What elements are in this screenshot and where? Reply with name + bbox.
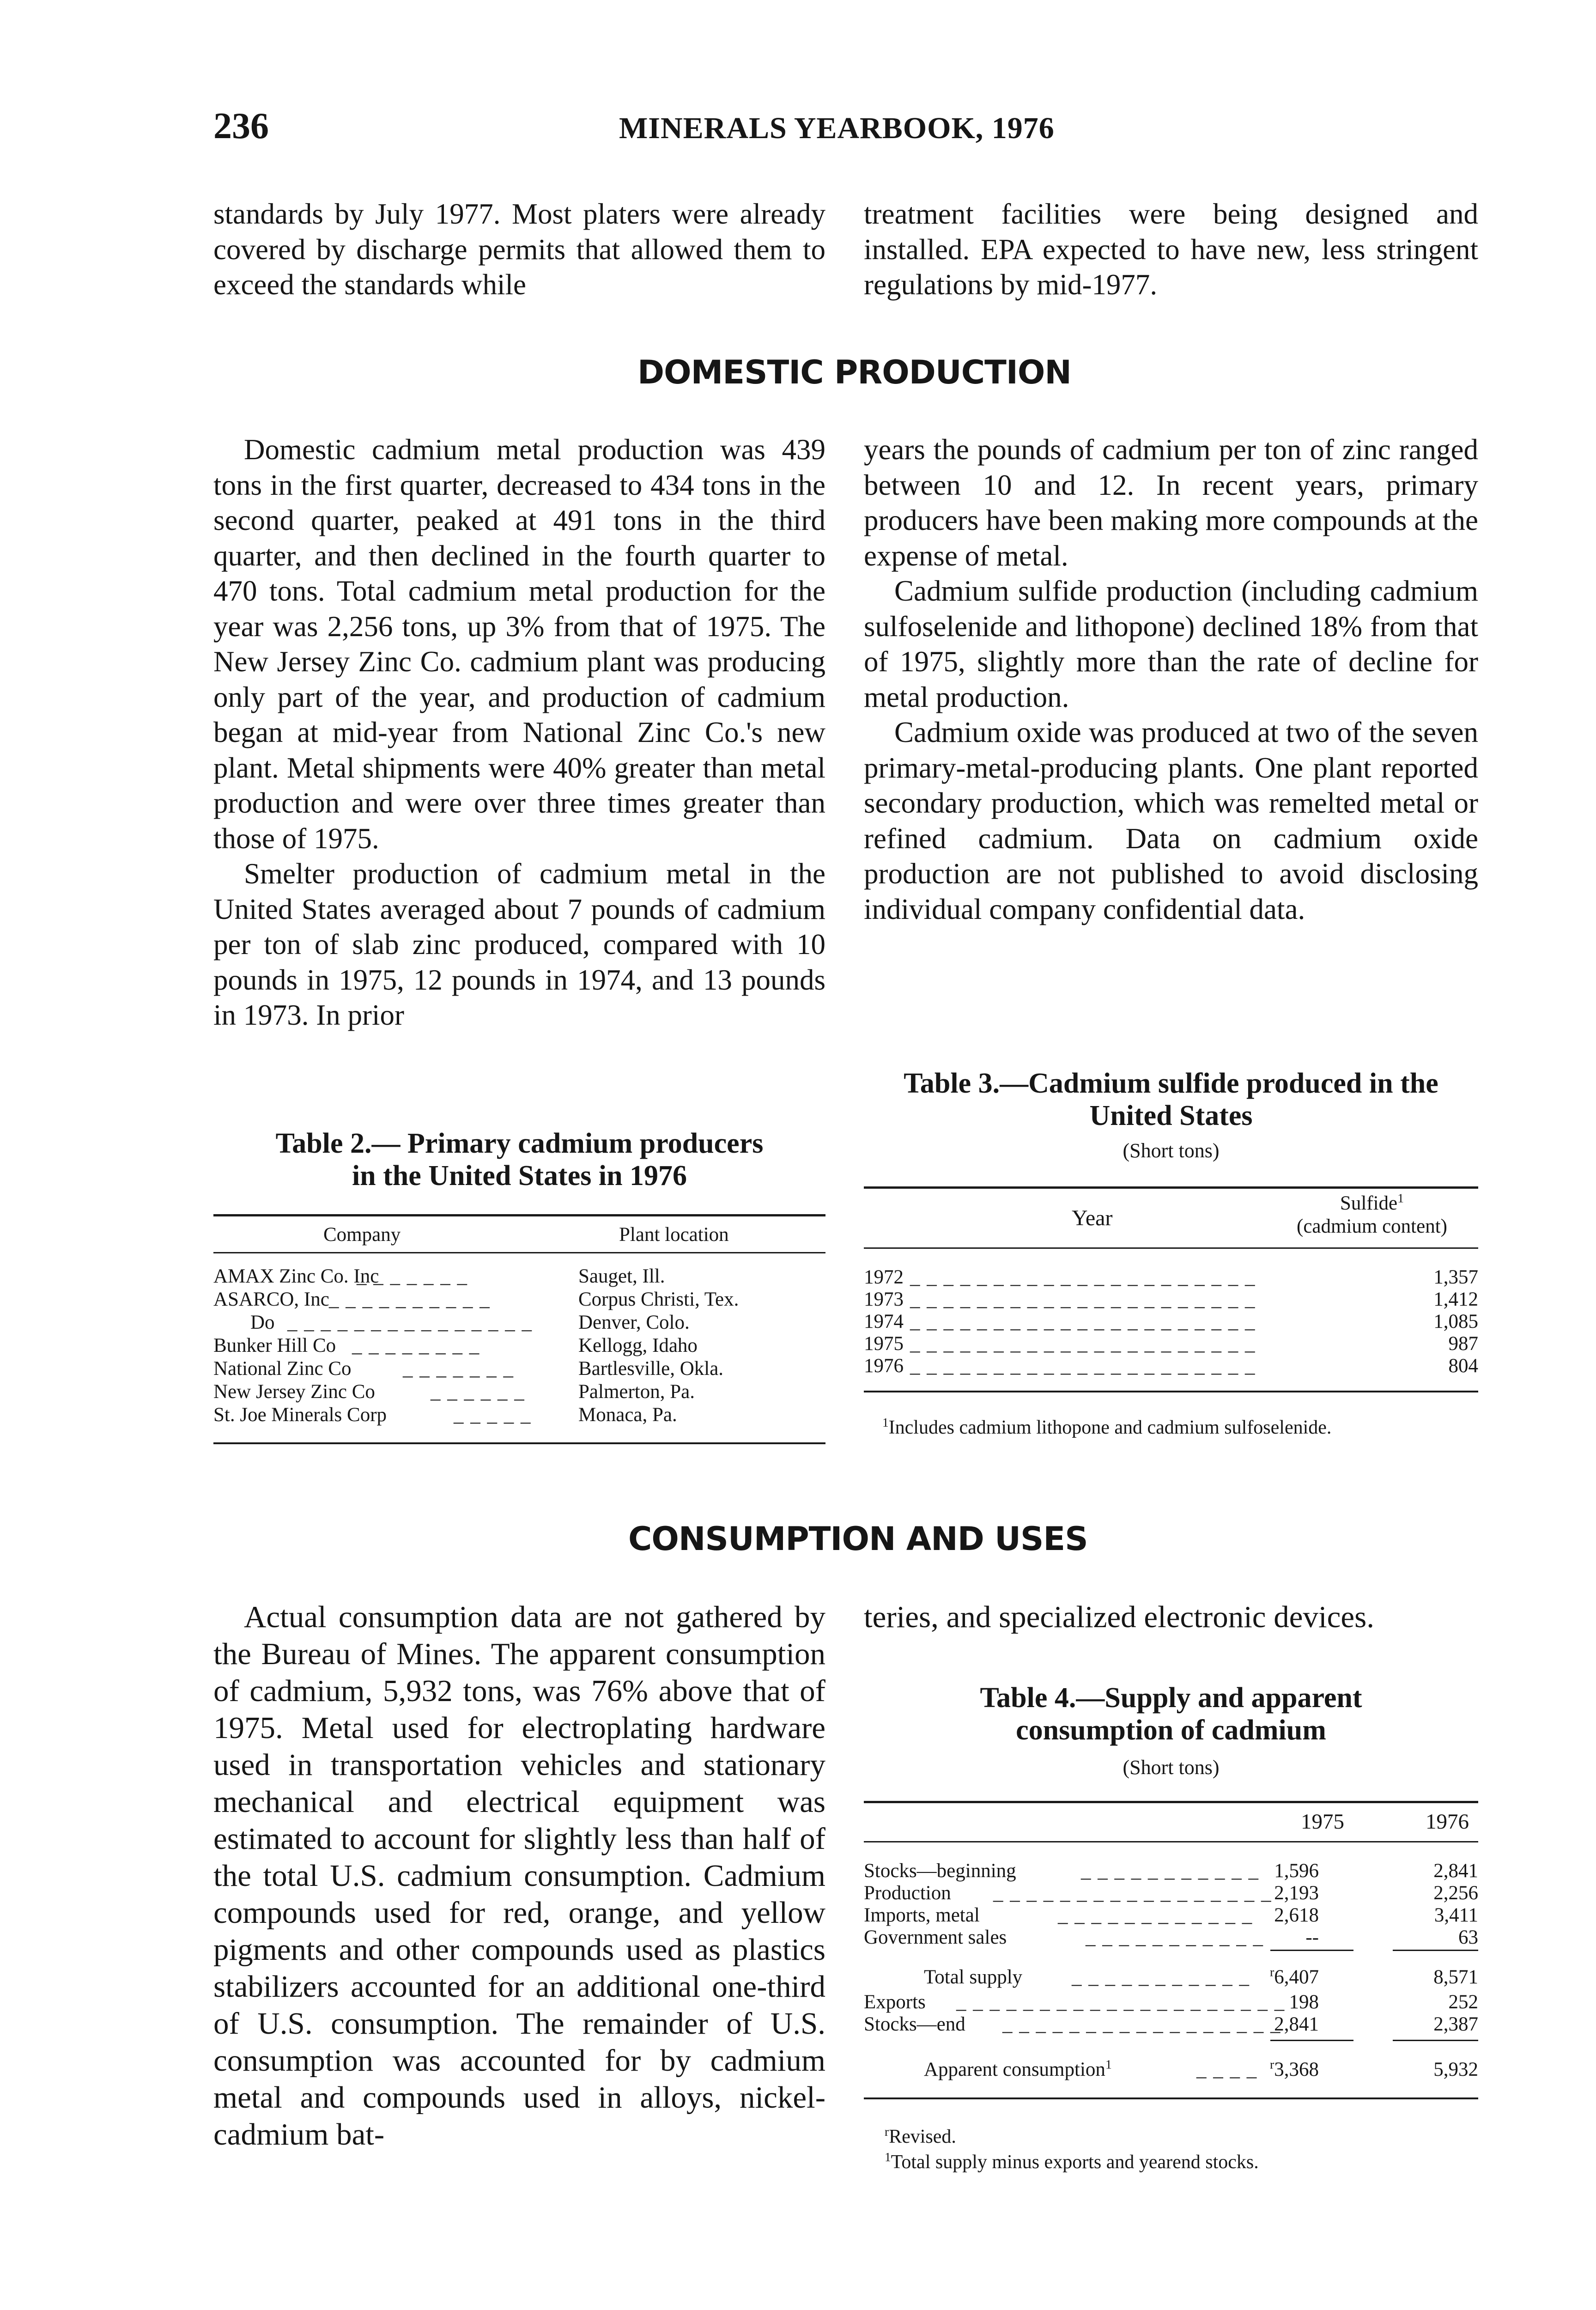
- table4-header-1975: 1975: [1301, 1810, 1344, 1834]
- consumption-left-paragraph: Actual consumption data are not gathered by the Bureau of Mines. The apparent consumption of cadmium, 5,932 tons, was 76% above that of 1975. Metal used for electroplating hardware used in transportation vehicles and stationary mechanical and electrical equipment was estimated to account for slightly less than half of the total U.S. cadmium consumption. Cadmium compounds used for red, orange, and yellow pigments and other compounds used as plastics stabilizers accounted for an additional one-third of U.S. consumption. The remainder of U.S. consumption was accounted for by cadmium metal and compounds used in alloys, nickel-cadmium bat-: [213, 1600, 825, 2152]
- table-row: 1973 _ _ _ _ _ _ _ _ _ _ _ _ _ _ _ _ _ _ _ _ _ 1,412: [864, 1289, 1478, 1310]
- domestic-paragraph-5: Cadmium oxide was produced at two of the seven primary-metal-producing plants. One plant reported secondary production, which was remelted metal or refined cadmium. Data on cadmium oxide production are not published to avoid disclosing individual company confidential data.: [864, 716, 1478, 925]
- table-row: Imports, metal _ _ _ _ _ _ _ _ _ _ _ _ 2,618 3,411: [864, 1904, 1478, 1926]
- table3-value: 1,412: [1433, 1289, 1478, 1310]
- table4-label: Stocks—beginning: [864, 1860, 1016, 1882]
- table4-header-1976: 1976: [1426, 1810, 1469, 1834]
- consumption-right-paragraph: teries, and specialized electronic devices.: [864, 1600, 1374, 1634]
- table-row: Stocks—end _ _ _ _ _ _ _ _ _ _ _ _ _ _ _ _ _ 2,841 2,387: [864, 2013, 1478, 2035]
- running-title: MINERALS YEARBOOK, 1976: [619, 111, 1055, 145]
- table2-company: AMAX Zinc Co. Inc: [213, 1265, 379, 1287]
- table2-location: Bartlesville, Okla.: [578, 1358, 724, 1380]
- table2-company: Do: [250, 1312, 275, 1333]
- intro-left-text: standards by July 1977. Most platers were already covered by discharge permits that allowed them to exceed the standards while: [213, 198, 825, 301]
- domestic-left-column: [213, 432, 825, 1033]
- table4-apparent-1976: 5,932: [1433, 2059, 1478, 2080]
- table4-value-1976: 252: [1448, 1991, 1478, 2013]
- table4-apparent-label: Apparent consumption$^1$: [924, 2057, 1112, 2080]
- intro-right-text: treatment facilities were being designed and installed. EPA expected to have new, less stringent regulations by mid-1977.: [864, 198, 1478, 301]
- domestic-paragraph-1: Domestic cadmium metal production was 439 tons in the first quarter, decreased to 434 tons in the second quarter, peaked at 491 tons in the third quarter, and then declined in the fourth quarter to 470 tons. Total cadmium metal production for the year was 2,256 tons, up 3% from that of 1975. The New Jersey Zinc Co. cadmium plant was producing only part of the year, and production of cadmium began at mid-year from National Zinc Co.'s new plant. Metal shipments were 40% greater than metal production and were over three times greater than those of 1975.: [213, 433, 825, 855]
- table-row: Do _ _ _ _ _ _ _ _ _ _ _ _ _ _ _ Denver, Colo.: [213, 1311, 825, 1334]
- table2-body: [213, 1265, 825, 1427]
- table2-company: ASARCO, Inc: [213, 1289, 329, 1310]
- table4-value-1976: 3,411: [1434, 1904, 1478, 1926]
- table2-company: St. Joe Minerals Corp: [213, 1404, 387, 1426]
- table4-title: Table 4.—Supply and apparent consumption of cadmium: [980, 1682, 1362, 1746]
- table2-location: Kellogg, Idaho: [578, 1335, 698, 1356]
- table2-location: Sauget, Ill.: [578, 1265, 665, 1287]
- domestic-production-heading: DOMESTIC PRODUCTION: [637, 353, 1071, 391]
- table3-title: Table 3.—Cadmium sulfide produced in the United States: [904, 1068, 1438, 1131]
- table3-year: 1975: [864, 1333, 904, 1355]
- table3-bottom-rule: [864, 1391, 1478, 1392]
- table4-value-1976: 2,256: [1433, 1882, 1478, 1904]
- table-row: Stocks—beginning _ _ _ _ _ _ _ _ _ _ _ 1,596 2,841: [864, 1860, 1478, 1882]
- table-row: 1972 _ _ _ _ _ _ _ _ _ _ _ _ _ _ _ _ _ _ _ _ _ 1,357: [864, 1266, 1478, 1288]
- table-row: Government sales _ _ _ _ _ _ _ _ _ _ _ -- 63: [864, 1927, 1478, 1948]
- table4-footnote-revised: $^r$Revised.: [885, 2125, 956, 2147]
- table4-label: Exports: [864, 1991, 926, 2013]
- table3-year: 1973: [864, 1289, 904, 1310]
- table2-location: Denver, Colo.: [578, 1312, 690, 1333]
- consumption-heading: CONSUMPTION AND USES: [628, 1520, 1088, 1558]
- table-row: New Jersey Zinc Co _ _ _ _ _ _ Palmerton, Pa.: [213, 1381, 695, 1403]
- table3-top-rule: [864, 1186, 1478, 1189]
- table3-year: 1974: [864, 1311, 904, 1332]
- table4-value-1976: 63: [1458, 1927, 1478, 1948]
- table3-body: [864, 1266, 1478, 1377]
- table-row: AMAX Zinc Co. Inc _ _ _ _ _ _ _ Sauget, Ill.: [213, 1265, 665, 1287]
- table4-label: Production: [864, 1882, 951, 1904]
- table4-total-block: [864, 1966, 1478, 2035]
- table4-apparent-row: Apparent consumption$^1$ _ _ _ _ $^r$3,368 5,932: [864, 2058, 1478, 2083]
- table2-location: Corpus Christi, Tex.: [578, 1289, 739, 1310]
- page-number: 236: [213, 106, 269, 146]
- table2-top-rule: [213, 1214, 825, 1216]
- table2-header-rule: [213, 1252, 825, 1253]
- table4-value-1975: 2,618: [1274, 1904, 1319, 1926]
- table2-company: National Zinc Co: [213, 1358, 352, 1380]
- table-row: 1975 _ _ _ _ _ _ _ _ _ _ _ _ _ _ _ _ _ _ _ _ _ 987: [864, 1333, 1478, 1355]
- table4-total-1975: $^r$6,407: [1269, 1965, 1319, 1988]
- table4-label: Government sales: [864, 1927, 1007, 1948]
- table4-unit: (Short tons): [1123, 1756, 1220, 1779]
- table3-header-value: Sulfide$^1$ (cadmium content): [1297, 1191, 1447, 1237]
- table4-label: Imports, metal: [864, 1904, 980, 1926]
- table-row: Total supply _ _ _ _ _ _ _ _ _ _ _ $^r$6,407 8,571: [864, 1966, 1478, 1991]
- table4-footnote-1: $^1$Total supply minus exports and yearend stocks.: [885, 2150, 1259, 2173]
- table2-bottom-rule: [213, 1442, 825, 1444]
- table3-value: 1,085: [1433, 1311, 1478, 1332]
- table3-unit: (Short tons): [1123, 1139, 1220, 1162]
- table2-title: Table 2.— Primary cadmium producers in the United States in 1976: [275, 1128, 764, 1191]
- table4-header-rule: [864, 1841, 1478, 1842]
- domestic-paragraph-2: Smelter production of cadmium metal in the United States averaged about 7 pounds of cadmium per ton of slab zinc produced, compared with 10 pounds in 1975, 12 pounds in 1974, and 13 pounds in 1973. In prior: [213, 857, 825, 1031]
- table4-value-1975: --: [1305, 1927, 1319, 1948]
- table3-footnote: $^1$Includes cadmium lithopone and cadmium sulfoselenide.: [882, 1416, 1332, 1438]
- table4-subtotal2-rule-1975: [1270, 2040, 1353, 2041]
- table4-value-1975: 2,193: [1274, 1882, 1319, 1904]
- table3-value: 804: [1448, 1355, 1478, 1377]
- table3-year: 1976: [864, 1355, 904, 1377]
- table4-value-1975: 2,841: [1274, 2013, 1319, 2035]
- table4-value-1976: 2,387: [1433, 2013, 1478, 2035]
- table4-top-rule: [864, 1801, 1478, 1803]
- table4-subtotal-rule-1976: [1393, 1950, 1478, 1951]
- table-row: 1974 _ _ _ _ _ _ _ _ _ _ _ _ _ _ _ _ _ _ _ _ _ 1,085: [864, 1311, 1478, 1332]
- table-row: Bunker Hill Co _ _ _ _ _ _ _ _ Kellogg, Idaho: [213, 1335, 698, 1356]
- table4-subtotal2-rule-1976: [1393, 2040, 1478, 2041]
- table4-subtotal-rule-1975: [1270, 1950, 1353, 1951]
- table2-header-location: Plant location: [619, 1224, 729, 1246]
- table2-location: Monaca, Pa.: [578, 1404, 677, 1426]
- table3-header-rule: [864, 1247, 1478, 1249]
- table4-value-1976: 2,841: [1433, 1860, 1478, 1882]
- table-row: Exports _ _ _ _ _ _ _ _ _ _ _ _ _ _ _ _ _ _ _ _ 198 252: [864, 1991, 1478, 2013]
- domestic-paragraph-3: years the pounds of cadmium per ton of zinc ranged between 10 and 12. In recent years, primary producers have been making more compounds at the expense of metal.: [864, 433, 1478, 572]
- table3-year: 1972: [864, 1266, 904, 1288]
- table4-total-label: Total supply: [924, 1966, 1023, 1988]
- table4-bottom-rule: [864, 2097, 1478, 2099]
- domestic-right-column: [864, 432, 1478, 927]
- table2-company: Bunker Hill Co: [213, 1335, 336, 1356]
- table3-value: 1,357: [1433, 1266, 1478, 1288]
- table4-body: [864, 1860, 1478, 1948]
- table2-company: New Jersey Zinc Co: [213, 1381, 375, 1403]
- table4-value-1975: 198: [1289, 1991, 1319, 2013]
- table-row: St. Joe Minerals Corp _ _ _ _ _ Monaca, Pa.: [213, 1404, 677, 1426]
- table2-header-company: Company: [323, 1224, 401, 1246]
- table-row: Production _ _ _ _ _ _ _ _ _ _ _ _ _ _ _ _ _ 2,193 2,256: [864, 1882, 1478, 1904]
- table2-location: Palmerton, Pa.: [578, 1381, 695, 1403]
- table3-header-year: Year: [1072, 1206, 1113, 1230]
- domestic-paragraph-4: Cadmium sulfide production (including cadmium sulfoselenide and lithopone) declined 18% from that of 1975, slightly more than the rate of decline for metal production.: [864, 575, 1478, 713]
- table-row: ASARCO, Inc _ _ _ _ _ _ _ _ _ _ Corpus Christi, Tex.: [213, 1289, 739, 1310]
- table-row: 1976 _ _ _ _ _ _ _ _ _ _ _ _ _ _ _ _ _ _ _ _ _ 804: [864, 1355, 1478, 1377]
- table4-total-1976: 8,571: [1433, 1966, 1478, 1988]
- table4-value-1975: 1,596: [1274, 1860, 1319, 1882]
- table4-label: Stocks—end: [864, 2013, 965, 2035]
- table4-apparent-1975: $^r$3,368: [1269, 2057, 1319, 2080]
- table-row: National Zinc Co _ _ _ _ _ _ _ Bartlesville, Okla.: [213, 1358, 724, 1380]
- table3-value: 987: [1448, 1333, 1478, 1355]
